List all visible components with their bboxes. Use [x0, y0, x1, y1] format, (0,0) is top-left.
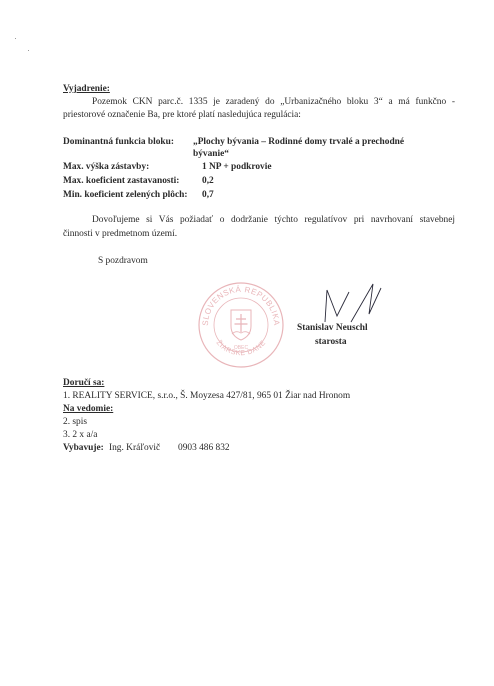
closing-line-1: Dovoľujeme si Vás požiadať o dodržanie týchto regulatívov pri navrhovaní stavebnej: [92, 215, 455, 225]
green-label: Min. koeficient zelených plôch:: [63, 190, 188, 200]
opinion-line-2: priestorové označenie Ba, pre ktoré platí nasledujúca regulácia:: [63, 110, 301, 120]
height-value: 1 NP + podkrovie: [202, 162, 272, 172]
function-label: Dominantná funkcia bloku:: [63, 137, 174, 147]
opinion-line-1: Pozemok CKN parc.č. 1335 je zaradený do „Urbanizačného bloku 3“ a má funkčno -: [92, 97, 455, 107]
opinion-paragraph: [63, 96, 455, 108]
official-seal: [196, 280, 286, 370]
closing-line-2: činnosti v predmetnom území.: [63, 229, 178, 239]
coverage-label: Max. koeficient zastavanosti:: [63, 176, 180, 186]
delivery-recipient: 1. REALITY SERVICE, s.r.o., Š. Moyzesa 427/81, 965 01 Žiar nad Hronom: [63, 391, 351, 401]
seal-text-top: SLOVENSKÁ REPUBLIKA: [200, 284, 282, 327]
green-value: 0,7: [202, 190, 214, 200]
opinion-heading: Vyjadrenie:: [63, 84, 110, 94]
signatory-title: starosta: [315, 337, 347, 347]
scan-speck: [28, 50, 29, 51]
seal-text-bottom: ŽIARSKE DANE: [214, 339, 268, 358]
info-item-2: 3. 2 x a/a: [63, 430, 98, 440]
closing-paragraph: [63, 214, 455, 226]
seal-text-center: OBEC: [233, 345, 249, 351]
handled-by-label: Vybavuje:: [63, 443, 104, 453]
function-value-line-1: „Plochy bývania – Rodinné domy trvalé a prechodné: [193, 137, 405, 147]
handled-by-name: Ing. Kráľovič: [109, 443, 161, 453]
scan-speck: [15, 38, 16, 39]
function-value-line-2: bývanie“: [193, 149, 229, 159]
handled-by-phone: 0903 486 832: [178, 443, 230, 453]
signatory-name: Stanislav Neuschl: [297, 323, 368, 333]
info-item-1: 2. spis: [63, 417, 87, 427]
greeting: S pozdravom: [98, 256, 148, 266]
coverage-value: 0,2: [202, 176, 214, 186]
delivery-heading: Doručí sa:: [63, 378, 105, 388]
info-heading: Na vedomie:: [63, 404, 114, 414]
height-label: Max. výška zástavby:: [63, 162, 150, 172]
